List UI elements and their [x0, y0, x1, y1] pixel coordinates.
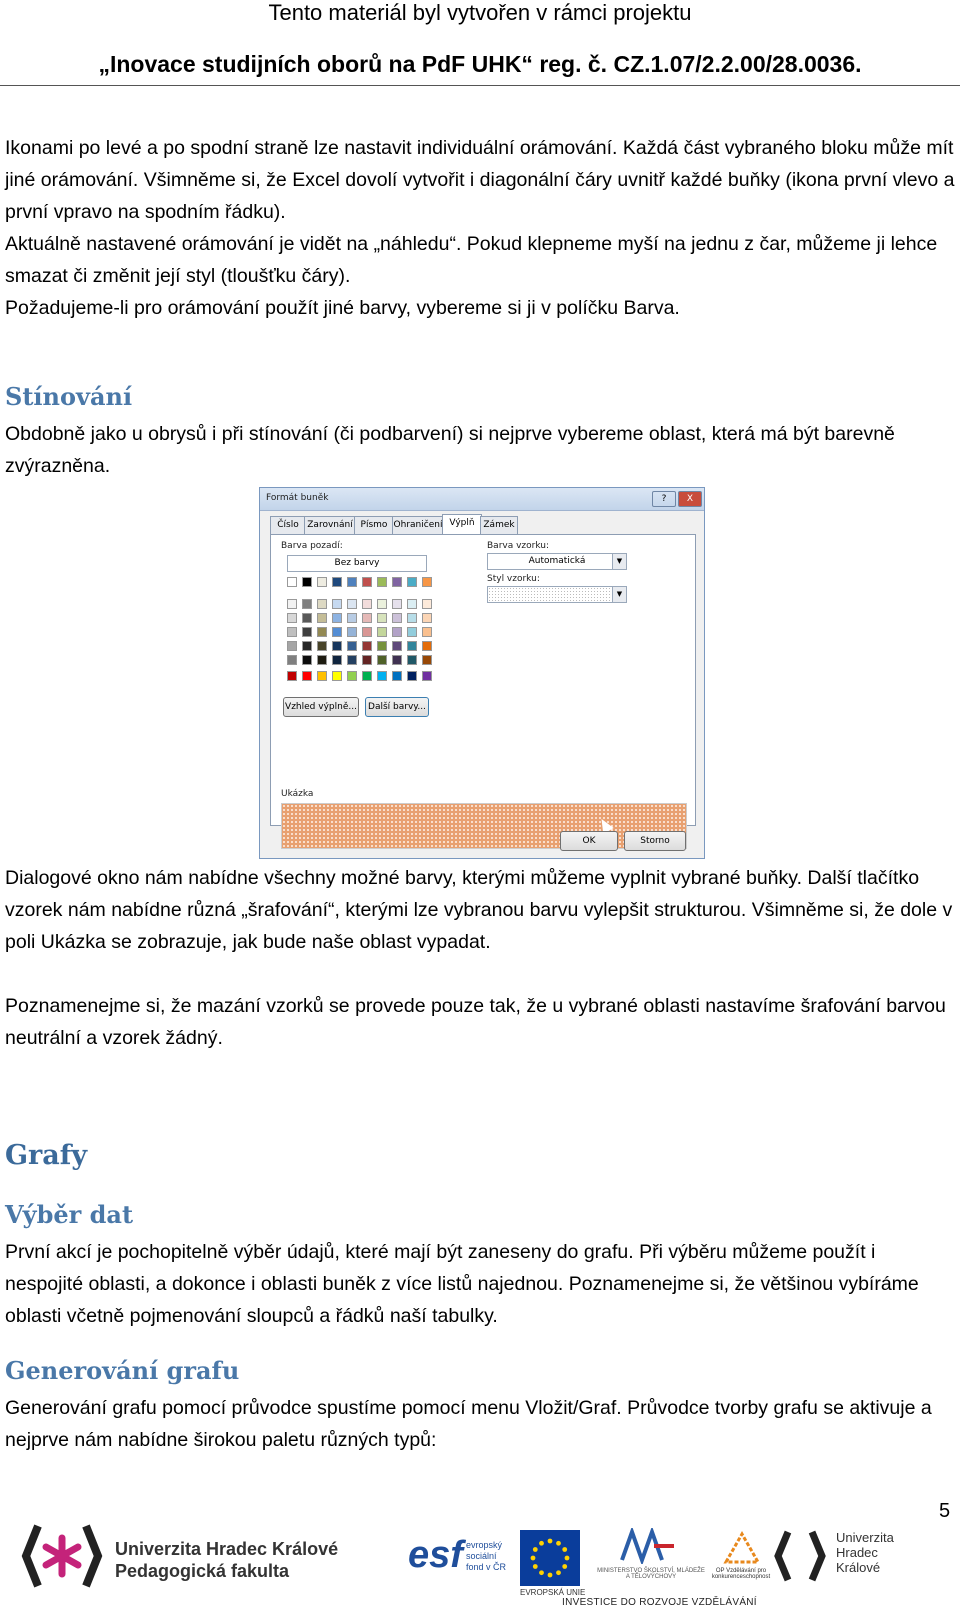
eu-star-10	[556, 1541, 561, 1546]
theme-color-swatch-4[interactable]	[347, 577, 357, 587]
tint-row-1-swatch-4[interactable]	[347, 613, 357, 623]
opvk-text: OP Vzdělávání pro konkurenceschopnost	[711, 1568, 771, 1580]
eu-star-3	[548, 1573, 553, 1578]
msmt-icon	[618, 1528, 678, 1564]
chevron-down-icon: ▼	[612, 587, 626, 602]
standard-color-swatch-1[interactable]	[302, 671, 312, 681]
help-button[interactable]: ?	[652, 491, 676, 507]
tab-vypln[interactable]: Výplň	[442, 514, 482, 534]
theme-color-swatch-9[interactable]	[422, 577, 432, 587]
esf-text: evropský sociální fond v ČR	[466, 1540, 507, 1572]
tint-row-0-swatch-6[interactable]	[377, 599, 387, 609]
opvk-logo	[710, 1530, 772, 1588]
tint-row-1-swatch-9[interactable]	[422, 613, 432, 623]
eu-flag-icon	[520, 1530, 580, 1586]
tint-row-4-swatch-9[interactable]	[422, 655, 432, 665]
tint-row-1-swatch-5[interactable]	[362, 613, 372, 623]
standard-color-swatch-0[interactable]	[287, 671, 297, 681]
cancel-button[interactable]: Storno	[624, 831, 686, 851]
tint-row-0-swatch-5[interactable]	[362, 599, 372, 609]
theme-color-swatch-0[interactable]	[287, 577, 297, 587]
uhk-right-line-3: Králové	[836, 1560, 881, 1575]
tint-row-3-swatch-1[interactable]	[302, 641, 312, 651]
uhk-right-line-2: Hradec	[836, 1545, 878, 1560]
theme-color-swatch-2[interactable]	[317, 577, 327, 587]
standard-color-swatch-2[interactable]	[317, 671, 327, 681]
eu-star-0	[565, 1556, 570, 1561]
tint-row-4-swatch-0[interactable]	[287, 655, 297, 665]
tint-row-4-swatch-4[interactable]	[347, 655, 357, 665]
tint-row-0-swatch-8[interactable]	[407, 599, 417, 609]
fill-effects-button[interactable]: Vzhled výplně...	[283, 697, 359, 717]
pattern-style-select[interactable]	[487, 586, 627, 603]
fill-panel	[270, 534, 696, 826]
tint-row-4-swatch-2[interactable]	[317, 655, 327, 665]
theme-color-swatch-8[interactable]	[407, 577, 417, 587]
tint-row-2-swatch-0[interactable]	[287, 627, 297, 637]
tab-cislo[interactable]: Číslo	[270, 516, 306, 534]
format-cells-dialog	[259, 487, 705, 859]
header-line-1: Tento materiál byl vytvořen v rámci projektu	[268, 0, 692, 25]
tint-row-3-swatch-5[interactable]	[362, 641, 372, 651]
tint-row-0-swatch-2[interactable]	[317, 599, 327, 609]
dialog-title: Formát buněk	[266, 493, 329, 503]
tab-ohraniceni[interactable]: Ohraničení	[392, 516, 444, 534]
tint-row-0-swatch-3[interactable]	[332, 599, 342, 609]
tint-row-2-swatch-1[interactable]	[302, 627, 312, 637]
no-color-button[interactable]: Bez barvy	[287, 555, 427, 572]
tint-row-4-swatch-3[interactable]	[332, 655, 342, 665]
tab-pismo[interactable]: Písmo	[354, 516, 394, 534]
tint-row-4-swatch-7[interactable]	[392, 655, 402, 665]
tint-row-2-swatch-3[interactable]	[332, 627, 342, 637]
uhk-logo-icon	[20, 1520, 104, 1592]
standard-color-swatch-4[interactable]	[347, 671, 357, 681]
eu-star-1	[562, 1564, 567, 1569]
tint-row-2-swatch-9[interactable]	[422, 627, 432, 637]
tint-row-1-swatch-8[interactable]	[407, 613, 417, 623]
university-name	[115, 1538, 338, 1582]
tint-row-3-swatch-9[interactable]	[422, 641, 432, 651]
tint-row-1-swatch-2[interactable]	[317, 613, 327, 623]
esf-logo	[408, 1530, 513, 1584]
bg-color-label: Barva pozadí:	[281, 541, 343, 551]
eu-star-11	[562, 1547, 567, 1552]
uhk-right-logo	[770, 1526, 948, 1586]
ok-button[interactable]: OK	[560, 831, 618, 851]
eu-star-2	[556, 1570, 561, 1575]
tint-row-1-swatch-3[interactable]	[332, 613, 342, 623]
header-divider	[0, 85, 960, 86]
msmt-logo	[596, 1528, 706, 1586]
tint-row-0-swatch-1[interactable]	[302, 599, 312, 609]
paragraph-data-selection: První akcí je pochopitelně výběr údajů, které mají být zaneseny do grafu. Při výběru můžeme použít i nespojité oblasti, a dokonce i oblasti buněk z více listů najednou. Poznamenejme si, že většinou vybíráme oblasti včetně pojmenování sloupců a řádků naší tabulky.	[5, 1241, 919, 1327]
paragraph-pattern-delete: Poznamenejme si, že mazání vzorků se provede pouze tak, že u vybrané oblasti nastavíme šrafování barvou neutrální a vzorek žádný.	[5, 995, 946, 1049]
pattern-style-label: Styl vzorku:	[487, 574, 540, 584]
eu-star-6	[531, 1556, 536, 1561]
heading-generovani: Generování grafu	[5, 1356, 240, 1385]
pattern-color-value: Automatická	[528, 556, 586, 566]
university-line-1: Univerzita Hradec Králové	[115, 1539, 339, 1559]
university-line-2: Pedagogická fakulta	[115, 1561, 290, 1581]
tint-row-0-swatch-9[interactable]	[422, 599, 432, 609]
page-number: 5	[939, 1500, 951, 1522]
eu-text: EVROPSKÁ UNIE	[520, 1588, 586, 1597]
standard-color-swatch-6[interactable]	[377, 671, 387, 681]
esf-label: esf	[408, 1534, 463, 1576]
tint-row-4-swatch-5[interactable]	[362, 655, 372, 665]
tint-row-3-swatch-8[interactable]	[407, 641, 417, 651]
tint-row-2-swatch-2[interactable]	[317, 627, 327, 637]
theme-color-swatch-5[interactable]	[362, 577, 372, 587]
tint-row-2-swatch-5[interactable]	[362, 627, 372, 637]
uhk-brackets-icon	[770, 1526, 830, 1586]
theme-color-swatch-1[interactable]	[302, 577, 312, 587]
tint-row-0-swatch-0[interactable]	[287, 599, 297, 609]
pattern-color-label: Barva vzorku:	[487, 541, 550, 551]
eu-star-9	[548, 1539, 553, 1544]
pattern-color-select[interactable]	[487, 553, 627, 570]
uhk-right-text	[836, 1530, 894, 1575]
uhk-right-line-1: Univerzita	[836, 1530, 894, 1545]
tint-row-0-swatch-7[interactable]	[392, 599, 402, 609]
eu-star-8	[539, 1541, 544, 1546]
dialog-title-bar	[260, 488, 704, 511]
tint-row-1-swatch-7[interactable]	[392, 613, 402, 623]
standard-color-swatch-8[interactable]	[407, 671, 417, 681]
tint-row-3-swatch-3[interactable]	[332, 641, 342, 651]
sample-label: Ukázka	[281, 789, 314, 799]
tint-row-1-swatch-6[interactable]	[377, 613, 387, 623]
tint-row-4-swatch-8[interactable]	[407, 655, 417, 665]
opvk-icon	[722, 1530, 762, 1566]
tint-row-2-swatch-6[interactable]	[377, 627, 387, 637]
tint-row-3-swatch-7[interactable]	[392, 641, 402, 651]
theme-color-swatch-7[interactable]	[392, 577, 402, 587]
tab-zarovnani[interactable]: Zarovnání	[304, 516, 356, 534]
eu-star-5	[533, 1564, 538, 1569]
tint-row-3-swatch-2[interactable]	[317, 641, 327, 651]
tint-row-3-swatch-4[interactable]	[347, 641, 357, 651]
paragraph-borders: Ikonami po levé a po spodní straně lze nastavit individuální orámování. Každá část vybraného bloku může mít jiné orámování. Všimněme si, že Excel dovolí vytvořit i diagonální čáry uvnitř každé buňky (ikona první vlevo a první vpravo na spodním řádku).	[5, 137, 955, 223]
tint-row-2-swatch-8[interactable]	[407, 627, 417, 637]
heading-stinovani: Stínování	[5, 382, 133, 411]
tint-row-3-swatch-6[interactable]	[377, 641, 387, 651]
tint-row-4-swatch-1[interactable]	[302, 655, 312, 665]
paragraph-color: Požadujeme-li pro orámování použít jiné barvy, vybereme si ji v políčku Barva.	[5, 297, 680, 319]
theme-color-swatch-3[interactable]	[332, 577, 342, 587]
eu-stars-icon	[520, 1530, 580, 1586]
paragraph-chart-generation: Generování grafu pomocí průvodce spustíme pomocí menu Vložit/Graf. Průvodce tvorby grafu se aktivuje a nejprve nám nabídne širokou paletu různých typů:	[5, 1397, 932, 1451]
standard-color-swatch-3[interactable]	[332, 671, 342, 681]
paragraph-shading: Obdobně jako u obrysů i při stínování (či podbarvení) si nejprve vybereme oblast, která má být barevně zvýrazněna.	[5, 423, 895, 477]
tint-row-2-swatch-4[interactable]	[347, 627, 357, 637]
heading-grafy: Grafy	[5, 1140, 88, 1171]
header-line-2: „Inovace studijních oborů na PdF UHK“ reg. č. CZ.1.07/2.2.00/28.0036.	[98, 51, 862, 77]
tint-row-3-swatch-0[interactable]	[287, 641, 297, 651]
close-button[interactable]: X	[678, 491, 702, 507]
theme-color-swatch-6[interactable]	[377, 577, 387, 587]
tint-row-1-swatch-0[interactable]	[287, 613, 297, 623]
investment-bar-text: INVESTICE DO ROZVOJE VZDĚLÁVÁNÍ	[562, 1597, 757, 1608]
eu-star-7	[533, 1547, 538, 1552]
tab-zamek[interactable]: Zámek	[480, 516, 518, 534]
standard-color-swatch-7[interactable]	[392, 671, 402, 681]
tint-row-1-swatch-1[interactable]	[302, 613, 312, 623]
paragraph-preview: Aktuálně nastavené orámování je vidět na „náhledu“. Pokud klepneme myší na jednu z čar, můžeme ji lehce smazat či změnit její styl (tloušťku čáry).	[5, 233, 938, 287]
paragraph-dialog-desc: Dialogové okno nám nabídne všechny možné barvy, kterými můžeme vyplnit vybrané buňky. Další tlačítko vzorek nám nabídne různá „šrafování“, kterými lze vybranou barvu vylepšit strukturou. Všimněme si, že dole v poli Ukázka se zobrazuje, jak bude naše oblast vypadat.	[5, 867, 953, 953]
more-colors-button[interactable]: Další barvy...	[365, 697, 429, 717]
tint-row-2-swatch-7[interactable]	[392, 627, 402, 637]
heading-vyber-dat: Výběr dat	[5, 1200, 134, 1229]
msmt-text: MINISTERSTVO ŠKOLSTVÍ, MLÁDEŽE A TĚLOVÝCHOVY	[597, 1568, 705, 1580]
tint-row-0-swatch-4[interactable]	[347, 599, 357, 609]
eu-star-4	[539, 1570, 544, 1575]
standard-color-swatch-5[interactable]	[362, 671, 372, 681]
chevron-down-icon: ▼	[612, 554, 626, 569]
standard-color-swatch-9[interactable]	[422, 671, 432, 681]
tint-row-4-swatch-6[interactable]	[377, 655, 387, 665]
